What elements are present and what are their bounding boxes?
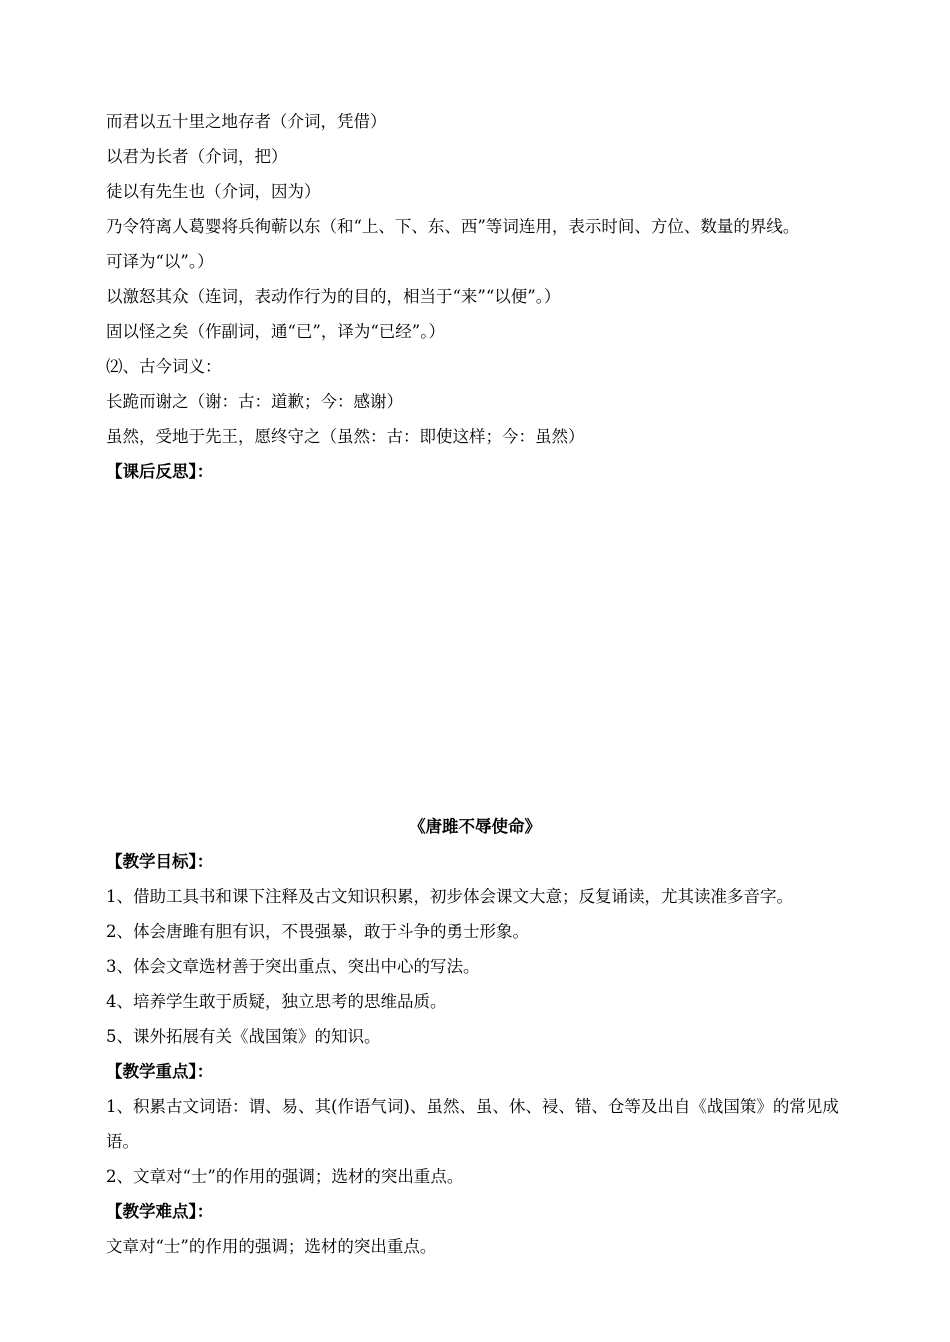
text-line: 可译为“以”。） xyxy=(106,252,214,271)
text-line: 乃令符离人葛婴将兵徇蕲以东（和“上、下、东、西”等词连用，表示时间、方位、数量的界线。 xyxy=(106,217,800,236)
goal-item: 3、体会文章选材善于突出重点、突出中心的写法。 xyxy=(106,957,480,976)
text-line: 以激怒其众（连词，表动作行为的目的，相当于“来”“以便”。） xyxy=(106,287,561,306)
goal-item: 5、课外拓展有关《战国策》的知识。 xyxy=(106,1027,381,1046)
goal-item: 1、借助工具书和课下注释及古文知识积累，初步体会课文大意；反复诵读，尤其读准多音字。 xyxy=(106,887,793,906)
difficulty-text: 文章对“士”的作用的强调；选材的突出重点。 xyxy=(106,1237,437,1256)
subheading-ancient-modern: ⑵、古今词义： xyxy=(106,357,222,376)
lesson-title: 《唐雎不辱使命》 xyxy=(409,817,541,836)
text-line: 长跪而谢之（谢：古：道歉；今：感谢） xyxy=(106,392,403,411)
text-line: 固以怪之矣（作副词，通“已”，译为“已经”。） xyxy=(106,322,445,341)
goals-heading: 【教学目标】： xyxy=(106,852,214,871)
text-line: 而君以五十里之地存者（介词，凭借） xyxy=(106,112,387,131)
key-point-item-continued: 语。 xyxy=(106,1132,139,1151)
text-line: 徒以有先生也（介词，因为） xyxy=(106,182,321,201)
goal-item: 4、培养学生敢于质疑，独立思考的思维品质。 xyxy=(106,992,447,1011)
difficulty-heading: 【教学难点】： xyxy=(106,1202,214,1221)
key-point-item: 2、文章对“士”的作用的强调；选材的突出重点。 xyxy=(106,1167,464,1186)
reflection-heading: 【课后反思】： xyxy=(106,462,214,481)
goal-item: 2、体会唐雎有胆有识，不畏强暴，敢于斗争的勇士形象。 xyxy=(106,922,529,941)
key-point-item: 1、积累古文词语：谓、易、其(作语气词)、虽然、虽、休、祲、错、仓等及出自《战国策》的常见成 xyxy=(106,1097,839,1116)
key-points-heading: 【教学重点】： xyxy=(106,1062,214,1081)
text-line: 虽然，受地于先王，愿终守之（虽然：古：即使这样；今：虽然） xyxy=(106,427,585,446)
text-line: 以君为长者（介词，把） xyxy=(106,147,288,166)
